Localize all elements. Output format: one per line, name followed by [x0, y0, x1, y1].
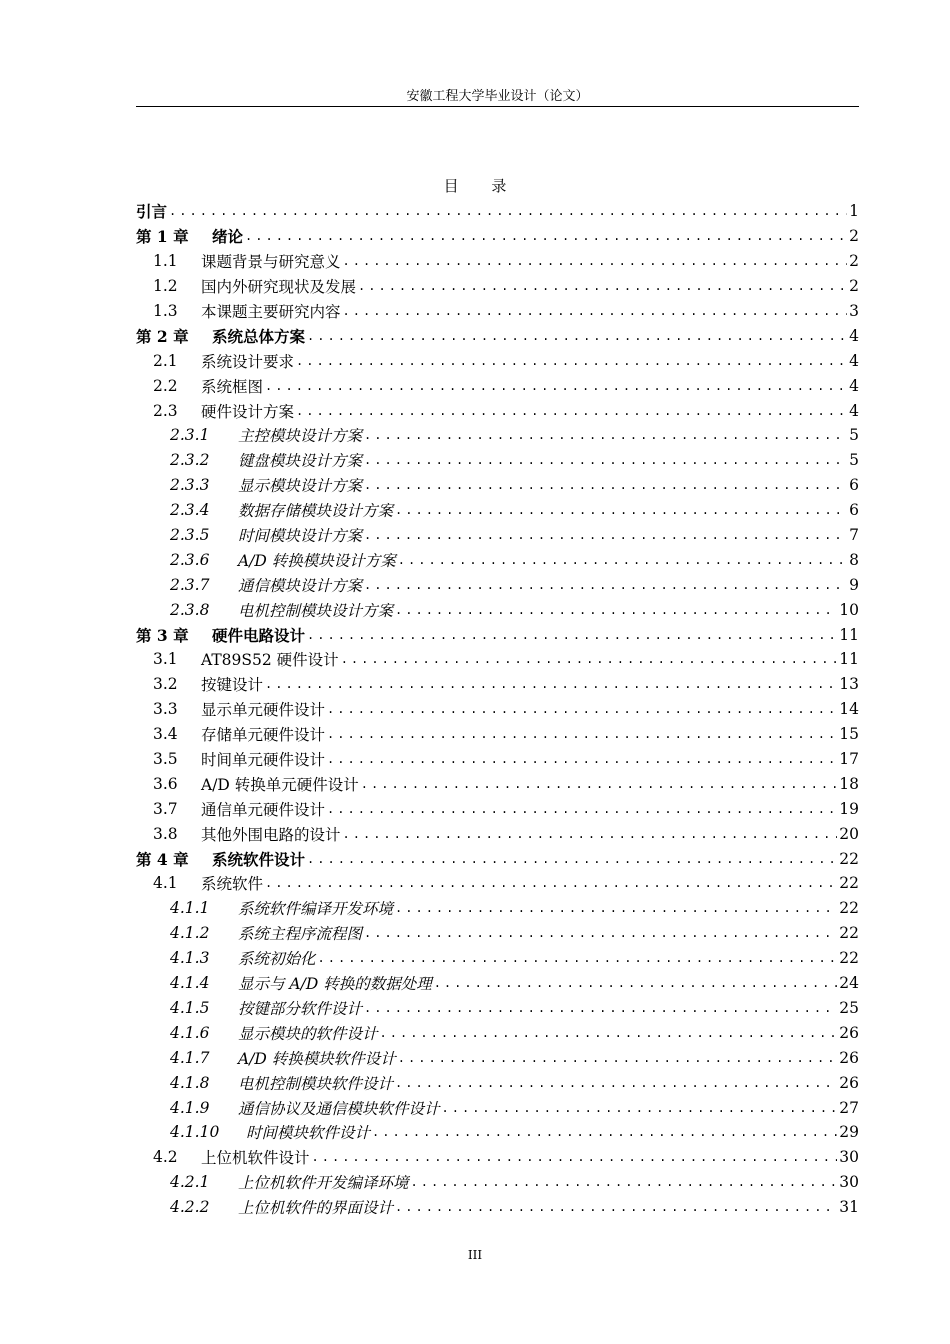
dot-leader	[296, 404, 847, 418]
toc-entry-number: 第 2 章	[136, 326, 189, 346]
dot-leader	[327, 727, 837, 741]
toc-entry-page: 3	[849, 302, 859, 320]
toc-entry[interactable]	[136, 996, 859, 1021]
toc-entry-page: 20	[839, 824, 859, 843]
toc-entry-title: 按键部分软件设计	[238, 999, 363, 1018]
dot-leader	[312, 1150, 838, 1164]
toc-entry-title: 硬件电路设计	[212, 625, 306, 645]
toc-entry-number: 2.3.5	[170, 526, 210, 545]
dot-leader	[398, 553, 847, 567]
toc-entry-page: 6	[849, 501, 859, 520]
toc-entry-number: 3.7	[153, 799, 178, 818]
dot-leader	[327, 802, 837, 816]
toc-entry-title: 其他外围电路的设计	[201, 825, 341, 844]
toc-entry-page: 2	[849, 277, 859, 296]
toc-entry-title: 显示与 A/D 转换的数据处理	[238, 975, 432, 994]
toc-entry[interactable]	[136, 1145, 859, 1170]
dot-leader	[364, 528, 847, 542]
toc-entry-page: 4	[849, 351, 859, 370]
toc-entry[interactable]	[136, 473, 859, 498]
toc-entry-number: 4.1.6	[170, 1023, 210, 1042]
toc-entry-page: 22	[839, 899, 859, 918]
dot-leader	[442, 1101, 838, 1115]
toc-entry[interactable]	[136, 896, 859, 921]
toc-entry-page: 5	[849, 426, 859, 445]
toc-entry[interactable]	[136, 1120, 859, 1145]
dot-leader	[307, 852, 837, 866]
dot-leader	[411, 1175, 838, 1189]
toc-entry-page: 27	[839, 1098, 859, 1117]
toc-entry-title: 显示模块的软件设计	[238, 1024, 378, 1043]
toc-entry-number: 第 3 章	[136, 625, 189, 645]
toc-entry-page: 4	[849, 326, 859, 345]
toc-entry[interactable]	[136, 373, 859, 398]
toc-entry-title: 通信模块设计方案	[238, 576, 363, 595]
toc-entry[interactable]	[136, 448, 859, 473]
toc-entry[interactable]	[136, 1020, 859, 1045]
dot-leader	[372, 1125, 837, 1139]
toc-entry-number: 4.1.9	[170, 1098, 210, 1117]
dot-leader	[364, 428, 847, 442]
toc-entry[interactable]	[136, 946, 859, 971]
dot-leader	[265, 379, 847, 393]
dot-leader	[364, 1001, 837, 1015]
toc-title: 目 录	[443, 177, 521, 195]
toc-entry-number: 3.8	[153, 824, 178, 843]
toc-entry[interactable]	[136, 871, 859, 896]
toc-entry-number: 2.3.3	[170, 476, 210, 495]
toc-entry-number: 4.1.7	[170, 1048, 210, 1067]
toc-entry-number: 3.1	[153, 650, 178, 669]
toc-entry-title: 存储单元硬件设计	[201, 726, 326, 745]
toc-entry-number: 1.2	[153, 277, 178, 296]
dot-leader	[395, 1200, 837, 1214]
toc-entry-number: 3.6	[153, 774, 178, 793]
dot-leader	[307, 329, 847, 343]
toc-entry-number: 第 4 章	[136, 849, 189, 869]
toc-entry-title: 系统软件	[201, 875, 264, 894]
toc-entry-title: 主控模块设计方案	[238, 427, 363, 446]
toc-entry-page: 25	[839, 998, 859, 1017]
dot-leader	[169, 204, 847, 218]
toc-entry-page: 30	[839, 1173, 859, 1192]
toc-entry[interactable]	[136, 622, 859, 647]
toc-entry[interactable]	[136, 1070, 859, 1095]
dot-leader	[361, 777, 837, 791]
header-rule	[136, 106, 859, 107]
toc-entry-number: 4.1.1	[170, 899, 210, 918]
toc-entry-title: 硬件设计方案	[201, 402, 295, 421]
toc-entry[interactable]	[136, 971, 859, 996]
toc-entry-number: 2.2	[153, 376, 178, 395]
toc-entry-page: 8	[849, 550, 859, 569]
toc-entry-title: 绪论	[212, 227, 244, 247]
toc-entry[interactable]	[136, 299, 859, 324]
toc-entry-title: 键盘模块设计方案	[238, 452, 363, 471]
toc-entry-title: 电机控制模块软件设计	[238, 1074, 394, 1093]
dot-leader	[341, 652, 838, 666]
toc-entry-title: 上位机软件开发编译环境	[238, 1174, 409, 1193]
toc-entry[interactable]	[136, 498, 859, 523]
toc-entry[interactable]	[136, 722, 859, 747]
dot-leader	[327, 702, 837, 716]
toc-entry[interactable]	[136, 323, 859, 348]
toc-entry-number: 2.3.1	[170, 426, 210, 445]
dot-leader	[245, 229, 847, 243]
toc-entry-title: 系统总体方案	[212, 326, 306, 346]
toc-entry-number: 2.3	[153, 401, 178, 420]
toc-entry-number: 2.3.7	[170, 575, 210, 594]
toc-entry-number: 4.1.8	[170, 1073, 210, 1092]
toc-entry[interactable]	[136, 1170, 859, 1195]
toc-entry[interactable]	[136, 398, 859, 423]
dot-leader	[265, 677, 837, 691]
toc-entry-page: 26	[839, 1023, 859, 1042]
dot-leader	[395, 603, 837, 617]
toc-entry-number: 4.1.2	[170, 924, 210, 943]
dot-leader	[395, 503, 847, 517]
toc-entry[interactable]	[136, 771, 859, 796]
toc-entry[interactable]	[136, 1095, 859, 1120]
dot-leader	[307, 628, 837, 642]
dot-leader	[318, 951, 838, 965]
dot-leader	[395, 1076, 837, 1090]
toc-entry[interactable]	[136, 821, 859, 846]
toc-entry-title: 数据存储模块设计方案	[238, 502, 394, 521]
toc-entry-page: 14	[839, 700, 859, 719]
toc-entry-number: 2.3.6	[170, 550, 210, 569]
toc-entry-number: 3.3	[153, 700, 178, 719]
toc-entry[interactable]	[136, 224, 859, 249]
dot-leader	[380, 1026, 838, 1040]
toc-entry-number: 4.1.3	[170, 949, 210, 968]
toc-entry[interactable]	[136, 921, 859, 946]
toc-entry-page: 4	[849, 401, 859, 420]
toc-entry-number: 1.1	[153, 252, 178, 271]
toc-entry-page: 29	[839, 1123, 859, 1142]
dot-leader	[327, 752, 837, 766]
toc-entry-page: 7	[849, 526, 859, 545]
toc-entry-page: 15	[839, 725, 859, 744]
toc-entry-title: 系统初始化	[238, 950, 316, 969]
toc-entry-title: AT89S52 硬件设计	[201, 651, 339, 670]
table-of-contents	[136, 199, 859, 1220]
toc-entry-title: 上位机软件的界面设计	[238, 1199, 394, 1218]
toc-entry-page: 22	[839, 949, 859, 968]
toc-entry-page: 26	[839, 1048, 859, 1067]
toc-entry[interactable]	[136, 846, 859, 871]
toc-entry[interactable]	[136, 423, 859, 448]
toc-entry-page: 9	[849, 575, 859, 594]
toc-entry-title: 系统软件设计	[212, 849, 306, 869]
toc-entry-number: 4.1.4	[170, 974, 210, 993]
toc-entry-page: 22	[839, 849, 859, 868]
toc-entry-number: 第 1 章	[136, 227, 189, 247]
toc-entry-title: 按键设计	[201, 676, 264, 695]
toc-entry[interactable]	[136, 274, 859, 299]
toc-entry-title: 系统主程序流程图	[238, 925, 363, 944]
toc-entry-page: 13	[839, 675, 859, 694]
toc-entry-title: A/D 转换模块软件设计	[238, 1049, 396, 1068]
toc-entry-number: 2.3.2	[170, 451, 210, 470]
toc-entry[interactable]	[136, 672, 859, 697]
toc-entry-page: 4	[849, 376, 859, 395]
toc-entry[interactable]	[136, 348, 859, 373]
toc-entry-page: 19	[839, 799, 859, 818]
running-header: 安徽工程大学毕业设计（论文）	[406, 89, 589, 104]
toc-entry-title: 引言	[136, 202, 168, 222]
toc-entry-page: 2	[849, 252, 859, 271]
toc-entry-title: 时间模块设计方案	[238, 527, 363, 546]
toc-entry-page: 22	[839, 874, 859, 893]
toc-entry[interactable]	[136, 1045, 859, 1070]
dot-leader	[364, 578, 847, 592]
toc-entry-number: 2.3.4	[170, 501, 210, 520]
toc-entry-title: 本课题主要研究内容	[201, 303, 341, 321]
toc-entry[interactable]	[136, 572, 859, 597]
toc-entry-number: 2.1	[153, 351, 178, 370]
toc-entry[interactable]	[136, 547, 859, 572]
toc-entry-title: 系统设计要求	[201, 352, 295, 371]
dot-leader	[343, 254, 848, 268]
toc-entry-page: 22	[839, 924, 859, 943]
toc-entry-title: 系统软件编译开发环境	[238, 900, 394, 919]
toc-entry[interactable]	[136, 647, 859, 672]
toc-entry-title: A/D 转换模块设计方案	[238, 551, 396, 570]
dot-leader	[364, 478, 847, 492]
toc-entry-title: 电机控制模块设计方案	[238, 601, 394, 620]
toc-entry-page: 11	[839, 625, 859, 644]
toc-entry[interactable]	[136, 597, 859, 622]
dot-leader	[434, 976, 838, 990]
toc-entry-number: 1.3	[153, 302, 178, 320]
toc-entry[interactable]	[136, 697, 859, 722]
toc-entry-title: 通信协议及通信模块软件设计	[238, 1099, 440, 1118]
dot-leader	[358, 279, 847, 293]
toc-entry-page: 31	[839, 1198, 859, 1217]
dot-leader	[343, 304, 848, 318]
dot-leader	[395, 901, 837, 915]
toc-entry-title: A/D 转换单元硬件设计	[201, 775, 359, 794]
toc-entry-number: 4.2.1	[170, 1173, 210, 1192]
toc-entry-number: 3.5	[153, 750, 178, 769]
toc-entry-title: 课题背景与研究意义	[201, 253, 341, 272]
toc-entry-page: 10	[839, 600, 859, 619]
toc-entry-page: 17	[839, 750, 859, 769]
toc-entry-title: 国内外研究现状及发展	[201, 278, 357, 297]
toc-entry-title: 时间单元硬件设计	[201, 751, 326, 770]
dot-leader	[398, 1051, 837, 1065]
toc-entry-page: 2	[849, 227, 859, 246]
toc-entry-number: 4.1.5	[170, 998, 210, 1017]
toc-entry-title: 系统框图	[201, 377, 264, 396]
toc-entry[interactable]	[136, 1195, 859, 1220]
toc-entry-page: 18	[839, 774, 859, 793]
toc-entry-title: 显示模块设计方案	[238, 477, 363, 496]
toc-entry[interactable]	[136, 523, 859, 548]
toc-entry[interactable]	[136, 249, 859, 274]
toc-entry[interactable]	[136, 199, 859, 224]
toc-entry-page: 11	[839, 650, 859, 669]
dot-leader	[296, 354, 847, 368]
toc-entry-page: 1	[849, 202, 859, 221]
toc-entry-number: 3.4	[153, 725, 178, 744]
toc-entry-title: 上位机软件设计	[201, 1149, 310, 1168]
page-number: III	[467, 1248, 483, 1262]
toc-entry-number: 4.2.2	[170, 1198, 210, 1217]
toc-entry-number: 4.2	[153, 1148, 178, 1167]
toc-entry-number: 2.3.8	[170, 600, 210, 619]
toc-entry[interactable]	[136, 796, 859, 821]
dot-leader	[343, 827, 838, 841]
dot-leader	[364, 926, 837, 940]
dot-leader	[364, 453, 847, 467]
toc-entry-number: 3.2	[153, 675, 178, 694]
toc-entry-page: 24	[839, 974, 859, 993]
dot-leader	[265, 876, 837, 890]
toc-entry-number: 4.1.10	[170, 1123, 220, 1142]
toc-entry-title: 通信单元硬件设计	[201, 800, 326, 819]
toc-entry-page: 26	[839, 1073, 859, 1092]
toc-entry-number: 4.1	[153, 874, 178, 893]
toc-entry-page: 6	[849, 476, 859, 495]
toc-entry-title: 显示单元硬件设计	[201, 701, 326, 720]
toc-entry[interactable]	[136, 747, 859, 772]
toc-entry-page: 5	[849, 451, 859, 470]
toc-entry-page: 30	[839, 1148, 859, 1167]
toc-entry-title: 时间模块软件设计	[246, 1124, 371, 1143]
